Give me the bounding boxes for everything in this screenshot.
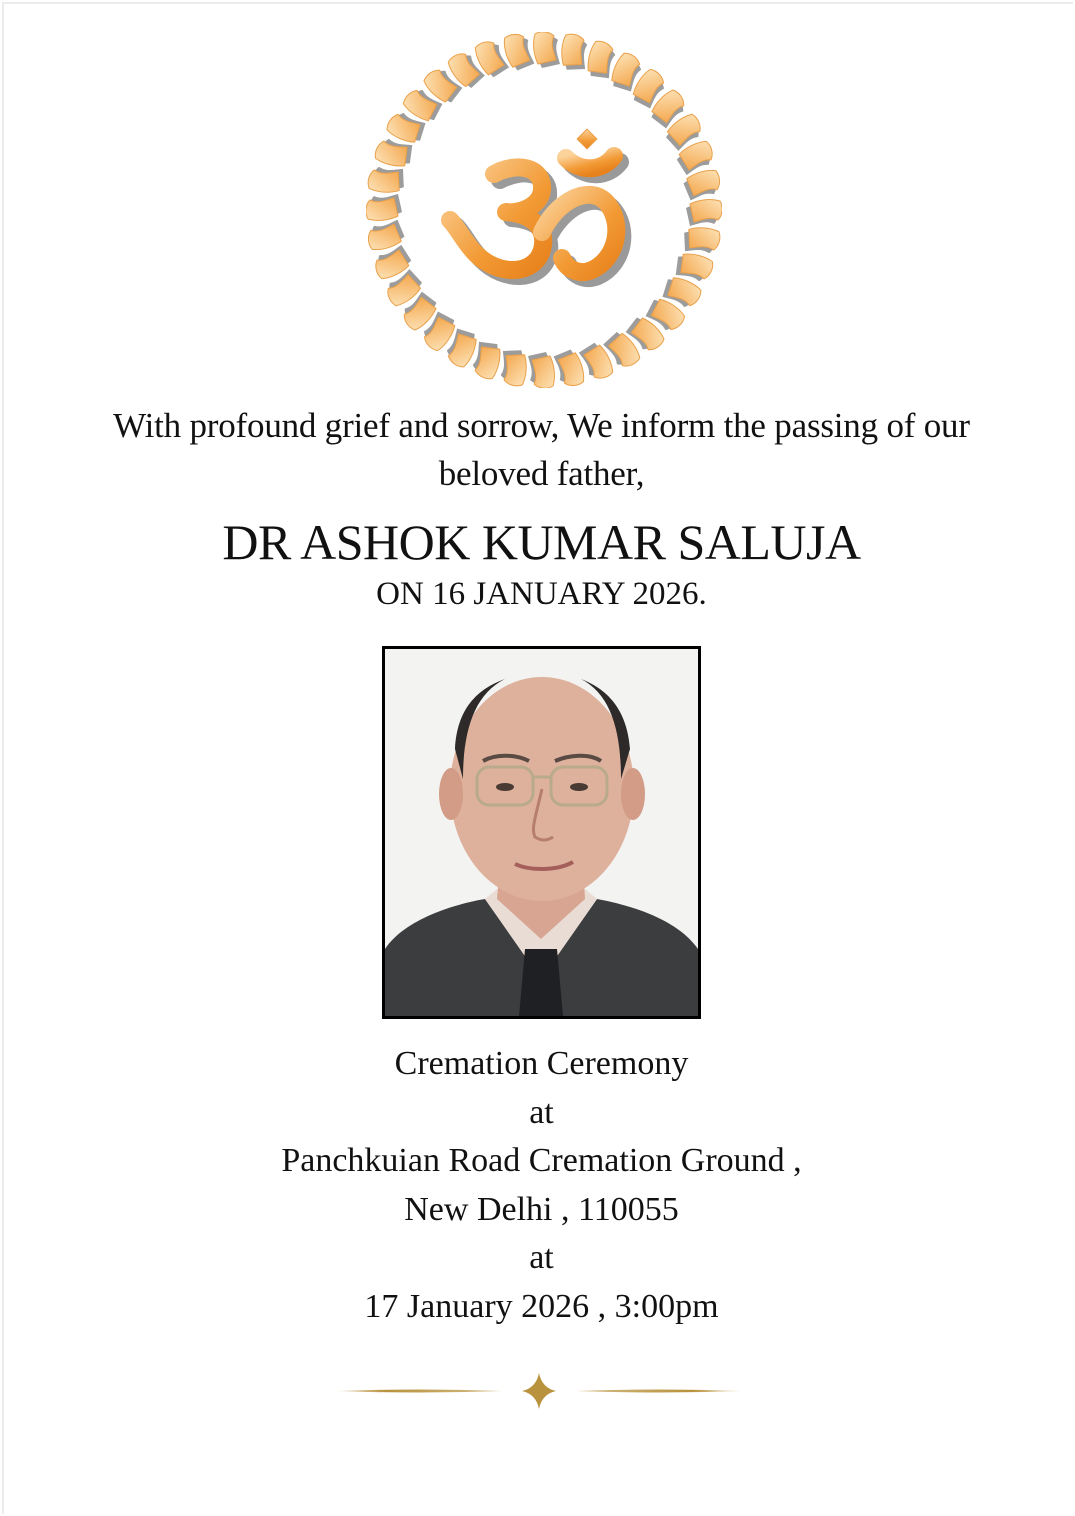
- intro-line-2: beloved father,: [438, 454, 645, 493]
- ceremony-at-1: at: [529, 1093, 554, 1131]
- four-point-star-icon: [522, 1373, 556, 1409]
- ceremony-venue: Panchkuian Road Cremation Ground ,: [281, 1142, 802, 1179]
- intro-message: [4, 402, 1075, 498]
- decorative-divider: [334, 1369, 744, 1413]
- ceremony-title: Cremation Ceremony: [394, 1045, 689, 1082]
- om-glyph: [450, 129, 622, 278]
- deceased-name: DR ASHOK KUMAR SALUJA: [222, 514, 861, 570]
- obituary-card: [2, 2, 1073, 1514]
- portrait-photo: [382, 646, 701, 1019]
- om-emblem-icon: [366, 32, 722, 388]
- ceremony-datetime: 17 January 2026 , 3:00pm: [364, 1287, 719, 1325]
- divider-line-left: [336, 1390, 502, 1393]
- ceremony-at-2: at: [529, 1239, 554, 1276]
- ceremony-city: New Delhi , 110055: [404, 1190, 679, 1228]
- divider-line-right: [576, 1390, 742, 1393]
- date-of-passing: ON 16 JANUARY 2026.: [376, 576, 707, 612]
- portrait-image: [385, 649, 698, 1016]
- ceremony-details: [4, 1040, 1075, 1331]
- intro-line-1: With profound grief and sorrow, We inform the passing of our: [113, 406, 970, 445]
